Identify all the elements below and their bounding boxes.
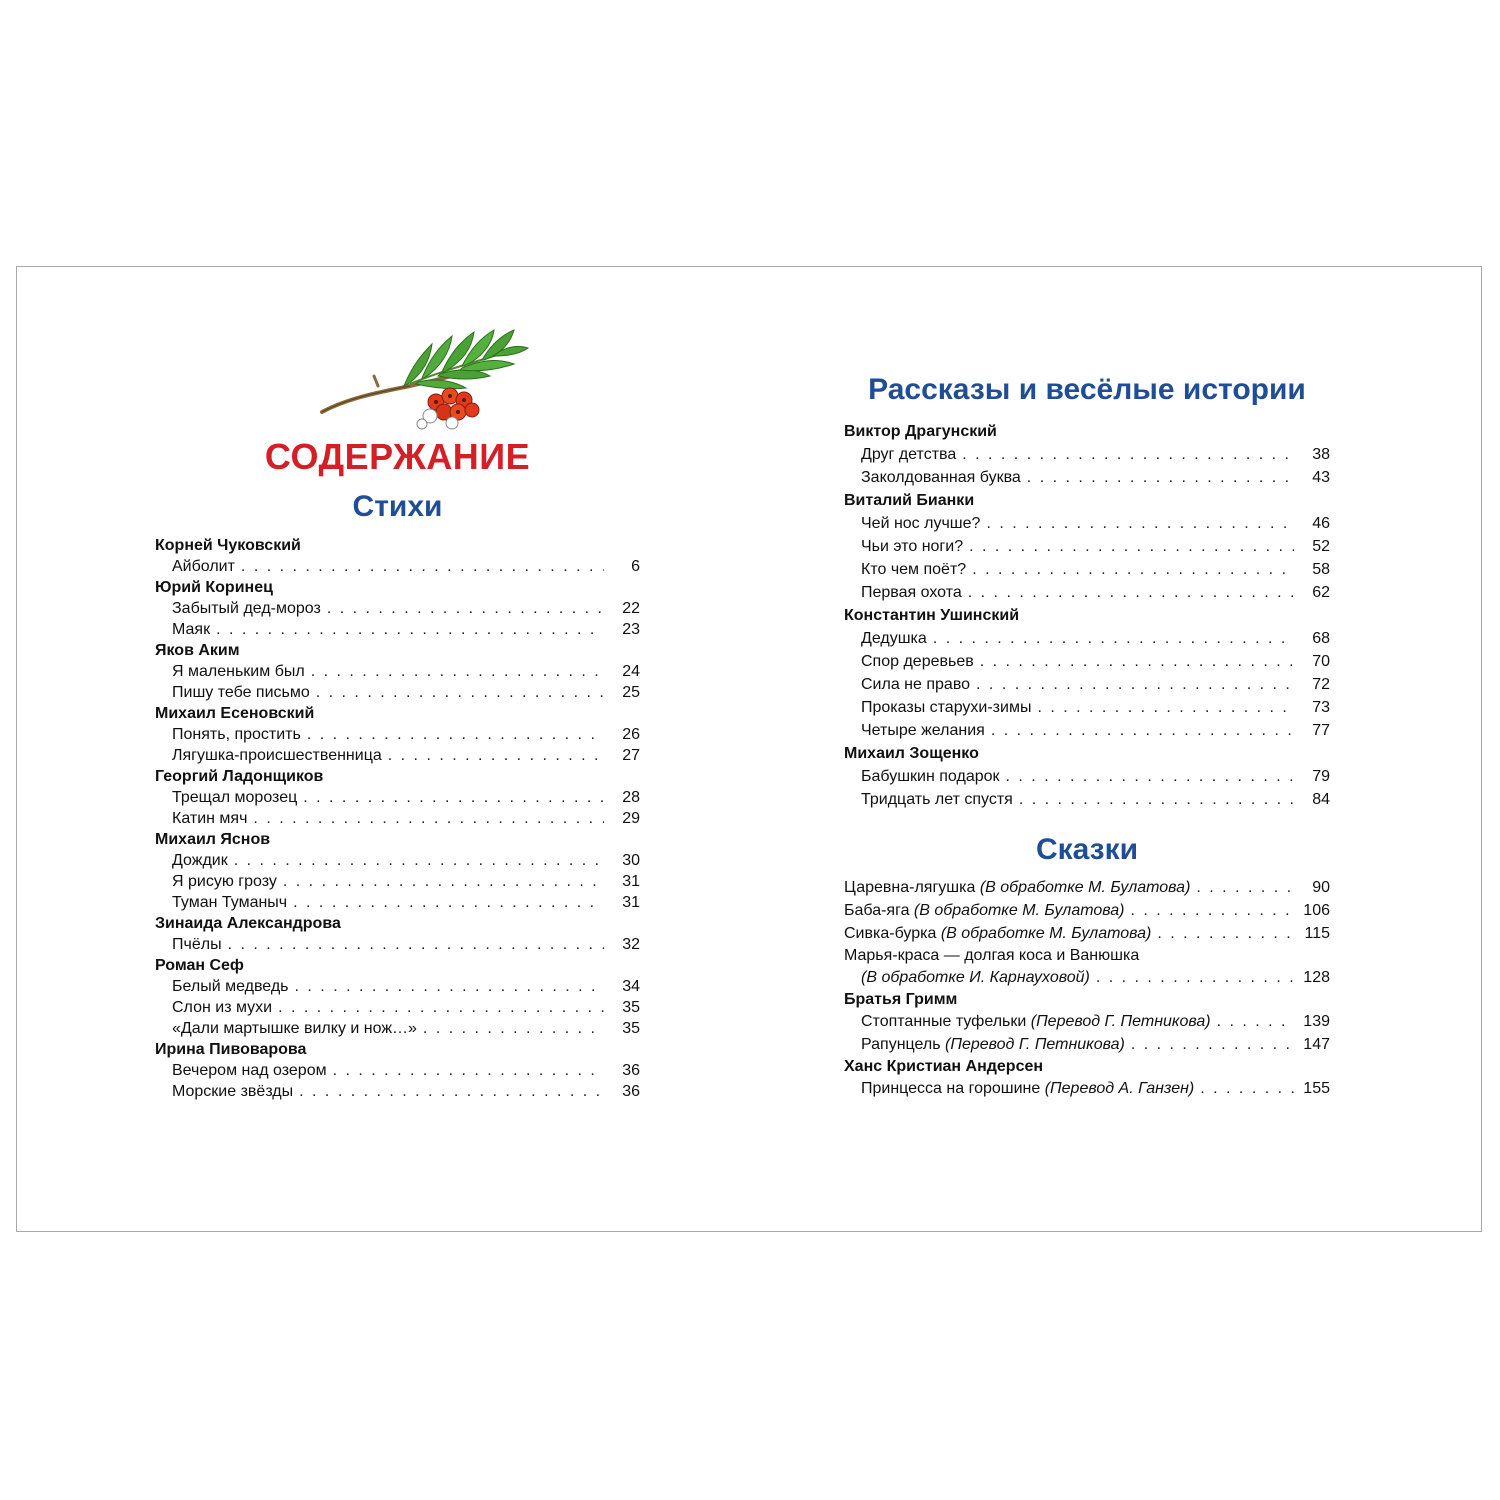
- author-name: Ханс Кристиан Андерсен: [844, 1058, 1044, 1075]
- page-number: 155: [1303, 1080, 1330, 1097]
- dot-leader: [295, 976, 604, 997]
- page-number: 22: [622, 600, 640, 617]
- entry-title: Сивка-бурка: [844, 925, 937, 942]
- page-number: 68: [1312, 630, 1330, 647]
- toc-entry[interactable]: [155, 850, 640, 871]
- author-name: Ирина Пивоварова: [155, 1041, 307, 1058]
- toc-entry[interactable]: [155, 934, 640, 955]
- poems-list: [155, 535, 640, 1102]
- page-number: 35: [622, 1020, 640, 1037]
- page-number: 36: [622, 1083, 640, 1100]
- toc-entry[interactable]: [844, 696, 1330, 719]
- page-number: 31: [622, 873, 640, 890]
- entry-note: (В обработке М. Булатова): [913, 902, 1125, 919]
- page-number: 24: [622, 663, 640, 680]
- page-number: 35: [622, 999, 640, 1016]
- dot-leader: [1217, 1010, 1294, 1033]
- entry-title: Лягушка-происшественница: [172, 747, 382, 764]
- toc-entry[interactable]: [844, 966, 1330, 989]
- entry-title: Тридцать лет спустя: [861, 791, 1013, 808]
- page-number: 46: [1312, 515, 1330, 532]
- toc-entry[interactable]: [844, 922, 1330, 945]
- dot-leader: [972, 558, 1294, 581]
- toc-entry[interactable]: [844, 558, 1330, 581]
- entry-note: (В обработке И. Карнауховой): [861, 969, 1090, 986]
- toc-entry[interactable]: [844, 1010, 1330, 1033]
- dot-leader: [327, 598, 604, 619]
- stories-list: [844, 420, 1330, 811]
- page-number: 43: [1312, 469, 1330, 486]
- page-number: 31: [622, 894, 640, 911]
- toc-entry[interactable]: [844, 466, 1330, 489]
- toc-entry[interactable]: [844, 627, 1330, 650]
- entry-title: Морские звёзды: [172, 1083, 294, 1100]
- entry-title: Пишу тебе письмо: [172, 684, 310, 701]
- page-number: 72: [1312, 676, 1330, 693]
- author-name: Зинаида Александрова: [155, 915, 341, 932]
- page-number: 139: [1303, 1013, 1330, 1030]
- entry-title: Понять, простить: [172, 726, 301, 743]
- dot-leader: [1027, 466, 1294, 489]
- dot-leader: [1037, 696, 1294, 719]
- dot-leader: [307, 724, 604, 745]
- entry-note: (В обработке М. Булатова): [940, 925, 1152, 942]
- toc-entry[interactable]: [155, 1060, 640, 1081]
- entry-note: (Перевод А. Ганзен): [1044, 1080, 1195, 1097]
- section-title-fairy-tales: Сказки: [1035, 833, 1139, 866]
- page-number: 28: [622, 789, 640, 806]
- page-number: 115: [1304, 925, 1330, 942]
- author-name: Михаил Яснов: [155, 831, 271, 848]
- entry-title: Туман Туманыч: [172, 894, 288, 911]
- dot-leader: [1006, 765, 1294, 788]
- dot-leader: [980, 650, 1294, 673]
- entry-title: Принцесса на горошине: [861, 1080, 1041, 1097]
- dot-leader: [299, 1081, 604, 1102]
- entry-title: Стоптанные туфельки: [861, 1013, 1027, 1030]
- dot-leader: [1157, 922, 1294, 945]
- entry-note: (Перевод Г. Петникова): [945, 1036, 1125, 1053]
- entry-title[interactable]: Марья-краса — долгая коса и Ванюшка: [844, 947, 1140, 964]
- dot-leader: [969, 535, 1294, 558]
- dot-leader: [283, 871, 604, 892]
- toc-entry[interactable]: [155, 892, 640, 913]
- toc-entry[interactable]: [155, 871, 640, 892]
- dot-leader: [216, 619, 604, 640]
- author-name: Георгий Ладонщиков: [155, 768, 324, 785]
- page-number: 26: [622, 726, 640, 743]
- page-number: 128: [1303, 969, 1330, 986]
- entry-title: Чей нос лучше?: [861, 515, 981, 532]
- toc-entry[interactable]: [155, 997, 640, 1018]
- entry-title: Айболит: [172, 558, 235, 575]
- dot-leader: [962, 443, 1294, 466]
- toc-entry[interactable]: [844, 535, 1330, 558]
- toc-entry[interactable]: [844, 650, 1330, 673]
- toc-entry[interactable]: [155, 556, 640, 577]
- page-number: 77: [1312, 722, 1330, 739]
- toc-entry[interactable]: [155, 787, 640, 808]
- entry-title: Проказы старухи-зимы: [861, 699, 1032, 716]
- author-name: Виктор Драгунский: [844, 423, 997, 440]
- entry-note: (Перевод Г. Петникова): [1030, 1013, 1211, 1030]
- toc-entry[interactable]: [844, 1033, 1330, 1056]
- entry-title: Первая охота: [861, 584, 962, 601]
- dot-leader: [1131, 1033, 1294, 1056]
- dot-leader: [278, 997, 604, 1018]
- entry-title: Кто чем поёт?: [861, 561, 967, 578]
- dot-leader: [303, 787, 604, 808]
- dot-leader: [423, 1018, 604, 1039]
- dot-leader: [228, 934, 604, 955]
- toc-entry[interactable]: [155, 682, 640, 703]
- toc-entry[interactable]: [844, 765, 1330, 788]
- dot-leader: [1019, 788, 1294, 811]
- page-number: 106: [1303, 902, 1330, 919]
- page-number: 84: [1312, 791, 1330, 808]
- toc-entry[interactable]: [155, 619, 640, 640]
- page-number: 38: [1312, 446, 1330, 463]
- toc-entry[interactable]: [155, 976, 640, 997]
- toc-entry[interactable]: [155, 1081, 640, 1102]
- page-number: 73: [1312, 699, 1330, 716]
- page-number: 62: [1312, 584, 1330, 601]
- page-number: 6: [631, 558, 640, 575]
- entry-title: Белый медведь: [172, 978, 289, 995]
- dot-leader: [293, 892, 604, 913]
- dot-leader: [976, 673, 1294, 696]
- dot-leader: [316, 682, 604, 703]
- page-number: 30: [622, 852, 640, 869]
- author-name: Яков Аким: [155, 642, 240, 659]
- toc-entry[interactable]: [155, 661, 640, 682]
- author-name: Виталий Бианки: [844, 492, 975, 509]
- entry-title: «Дали мартышке вилку и нож…»: [172, 1020, 417, 1037]
- dot-leader: [388, 745, 604, 766]
- toc-entry[interactable]: [844, 581, 1330, 604]
- toc-entry[interactable]: [844, 443, 1330, 466]
- author-name: Михаил Есеновский: [155, 705, 315, 722]
- section-title-poems: Стихи: [352, 490, 443, 523]
- entry-title: Слон из мухи: [172, 999, 273, 1016]
- toc-entry[interactable]: [844, 788, 1330, 811]
- entry-title: Забытый дед-мороз: [172, 600, 321, 617]
- toc-entry[interactable]: [155, 745, 640, 766]
- entry-title: Бабушкин подарок: [861, 768, 1000, 785]
- fairy-tales-list: [844, 876, 1330, 1100]
- author-name: Юрий Коринец: [155, 579, 273, 596]
- dot-leader: [253, 808, 604, 829]
- dot-leader: [311, 661, 604, 682]
- page-number: 90: [1312, 879, 1330, 896]
- page-number: 52: [1312, 538, 1330, 555]
- page-number: 23: [622, 621, 640, 638]
- toc-entry[interactable]: [844, 899, 1330, 922]
- page-number: 25: [622, 684, 640, 701]
- dot-leader: [968, 581, 1294, 604]
- author-name: Корней Чуковский: [155, 537, 301, 554]
- section-title-stories: Рассказы и весёлые истории: [868, 373, 1306, 406]
- page-number: 147: [1303, 1036, 1330, 1053]
- page-number: 70: [1312, 653, 1330, 670]
- dot-leader: [986, 512, 1294, 535]
- page-number: 79: [1312, 768, 1330, 785]
- entry-title: Я рисую грозу: [172, 873, 277, 890]
- author-name: Роман Сеф: [155, 957, 244, 974]
- author-name: Михаил Зощенко: [844, 745, 979, 762]
- entry-title: Четыре желания: [861, 722, 985, 739]
- author-name: Константин Ушинский: [844, 607, 1020, 624]
- dot-leader: [333, 1060, 604, 1081]
- toc-entry[interactable]: [844, 673, 1330, 696]
- entry-title: Катин мяч: [172, 810, 248, 827]
- dot-leader: [1200, 1077, 1294, 1100]
- entry-title: Пчёлы: [172, 936, 222, 953]
- page-number: 29: [622, 810, 640, 827]
- toc-entry[interactable]: [155, 724, 640, 745]
- entry-title: Сила не право: [861, 676, 971, 693]
- dot-leader: [933, 627, 1294, 650]
- page-number: 58: [1312, 561, 1330, 578]
- toc-entry[interactable]: [844, 719, 1330, 742]
- toc-entry[interactable]: [155, 808, 640, 829]
- toc-entry[interactable]: [844, 1077, 1330, 1100]
- entry-title: Дедушка: [861, 630, 927, 647]
- dot-leader: [1130, 899, 1294, 922]
- author-name: Братья Гримм: [844, 991, 958, 1008]
- dot-leader: [991, 719, 1294, 742]
- entry-title: Маяк: [172, 621, 211, 638]
- toc-entry[interactable]: [155, 1018, 640, 1039]
- page-number: 34: [622, 978, 640, 995]
- entry-title: Чьи это ноги?: [861, 538, 964, 555]
- entry-title: Дождик: [172, 852, 228, 869]
- entry-title: Заколдованная буква: [861, 469, 1021, 486]
- page-number: 36: [622, 1062, 640, 1079]
- toc-entry[interactable]: [844, 512, 1330, 535]
- entry-title: Баба-яга: [844, 902, 910, 919]
- rowan-branch-icon: [318, 326, 530, 430]
- entry-title: Я маленьким был: [172, 663, 305, 680]
- dot-leader: [241, 556, 604, 577]
- page-number: 32: [622, 936, 640, 953]
- dot-leader: [234, 850, 604, 871]
- entry-title: Царевна-лягушка: [844, 879, 976, 896]
- entry-title: Друг детства: [861, 446, 957, 463]
- entry-title: Спор деревьев: [861, 653, 974, 670]
- toc-entry[interactable]: [155, 598, 640, 619]
- entry-title: Трещал морозец: [172, 789, 298, 806]
- entry-title: Рапунцель: [861, 1036, 941, 1053]
- dot-leader: [1096, 966, 1294, 989]
- entry-note: (В обработке М. Булатова): [979, 879, 1191, 896]
- entry-title: Вечером над озером: [172, 1062, 327, 1079]
- dot-leader: [1196, 876, 1294, 899]
- toc-entry[interactable]: [844, 876, 1330, 899]
- page-number: 27: [622, 747, 640, 764]
- contents-title: СОДЕРЖАНИЕ: [264, 436, 531, 477]
